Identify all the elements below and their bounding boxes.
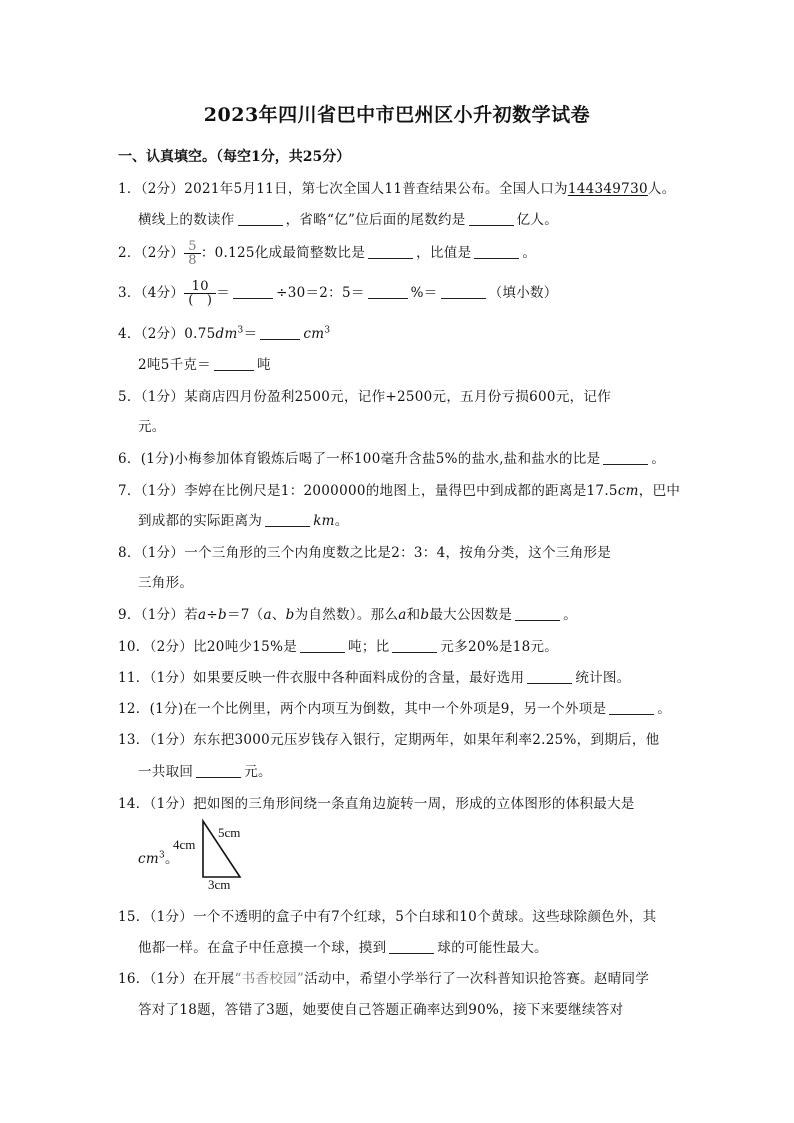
answer-blank[interactable] — [527, 670, 572, 685]
answer-blank[interactable] — [368, 285, 408, 300]
question-15: 15．（1分）一个不透明的盒子中有7个红球，5个白球和10个黄球。这些球除颜色外，其 — [118, 909, 657, 925]
question-2: 2．（2分） $\frac{5}{8}$ ：0.125化成最简整数比是 ，比值是 。 — [118, 239, 537, 268]
question-5-cont: 元。 — [138, 419, 166, 435]
question-11: 11．（1分）如果要反映一件衣服中各种面料成份的含量，最好选用 统计图。 — [118, 670, 631, 686]
section-heading: 一、认真填空。（每空1分，共25分） — [118, 149, 351, 165]
question-1: 1．（2分）2021年5月11日，第七次全国人11普查结果公布。全国人口为144349730人。 — [118, 181, 676, 197]
answer-blank[interactable] — [196, 764, 241, 779]
question-4: 4．（2分）$0.75dm^3= cm^3$ — [118, 325, 331, 342]
answer-blank[interactable] — [515, 607, 560, 622]
question-13-cont: 一共取回 元。 — [138, 764, 272, 780]
question-6: 6．(1分)小梅参加体育锻炼后喝了一杯100毫升含盐5%的盐水,盐和盐水的比是 。 — [118, 451, 666, 467]
question-8: 8．（1分）一个三角形的三个内角度数之比是2：3：4，按角分类，这个三角形是 — [118, 545, 612, 561]
question-1-cont: 横线上的数读作 ，省略“亿”位后面的尾数约是 亿人。 — [138, 212, 559, 228]
answer-blank[interactable] — [474, 245, 519, 260]
question-14: 14．（1分）把如图的三角形间绕一条直角边旋转一周，形成的立体图形的体积最大是 — [118, 796, 635, 812]
answer-blank[interactable] — [389, 940, 434, 955]
answer-blank[interactable] — [469, 212, 514, 227]
fraction: $\frac{10}{( )}$ — [186, 280, 214, 307]
answer-blank[interactable] — [265, 513, 310, 528]
triangle-figure — [170, 818, 250, 896]
population-number: 144349730 — [567, 181, 648, 197]
question-3: 3．（4分） $\frac{10}{( )}$ ＝ ÷30＝2：5＝ %＝ （填小数） — [118, 279, 558, 308]
question-15-cont: 他都一样。在盒子中任意摸一个球，摸到 球的可能性最大。 — [138, 940, 548, 956]
answer-blank[interactable] — [238, 212, 283, 227]
question-14-cont: $cm^3$。 — [138, 850, 179, 867]
question-7-cont: 到成都的实际距离为 km。 — [138, 513, 349, 529]
answer-blank[interactable] — [300, 639, 345, 654]
question-16-cont: 答对了18题，答错了3题，她要使自己答题正确率达到90%，接下来要继续答对 — [138, 1002, 624, 1018]
page-title: 2023年四川省巴中市巴州区小升初数学试卷 — [203, 104, 591, 126]
answer-blank[interactable] — [368, 245, 413, 260]
question-9: 9．（1分）若a÷b＝7（a、b为自然数）。那么a和b最大公因数是 。 — [118, 607, 577, 623]
question-13: 13．（1分）东东把3000元压岁钱存入银行，定期两年，如果年利率2.25%，到期后，他 — [118, 732, 660, 748]
answer-blank[interactable] — [603, 451, 648, 466]
answer-blank[interactable] — [233, 285, 273, 300]
answer-blank[interactable] — [214, 357, 254, 372]
answer-blank[interactable] — [441, 285, 486, 300]
answer-blank[interactable] — [392, 639, 437, 654]
question-16: 16．（1分）在开展“书香校园”活动中，希望小学举行了一次科普知识抢答赛。赵晴同学 — [118, 971, 650, 987]
answer-blank[interactable] — [609, 701, 654, 716]
answer-blank[interactable] — [260, 326, 300, 341]
question-12: 12．(1分)在一个比例里，两个内项互为倒数，其中一个外项是9，另一个外项是 。 — [118, 701, 672, 717]
side-label-bottom: 3cm — [208, 877, 231, 892]
side-label-left: 4cm — [173, 837, 196, 852]
question-8-cont: 三角形。 — [138, 575, 194, 591]
question-7: 7．（1分）李婷在比例尺是1：2000000的地图上，量得巴中到成都的距离是17.5cm，巴中 — [118, 483, 681, 499]
fraction: $\frac{5}{8}$ — [186, 240, 199, 267]
question-10: 10．（2分）比20吨少15%是 吨；比 元多20%是18元。 — [118, 639, 559, 655]
question-5: 5．（1分）某商店四月份盈利2500元，记作+2500元，五月份亏损600元，记作 — [118, 389, 612, 405]
side-label-hypotenuse: 5cm — [218, 825, 241, 840]
question-4-cont: 2吨5千克＝ 吨 — [138, 357, 271, 373]
